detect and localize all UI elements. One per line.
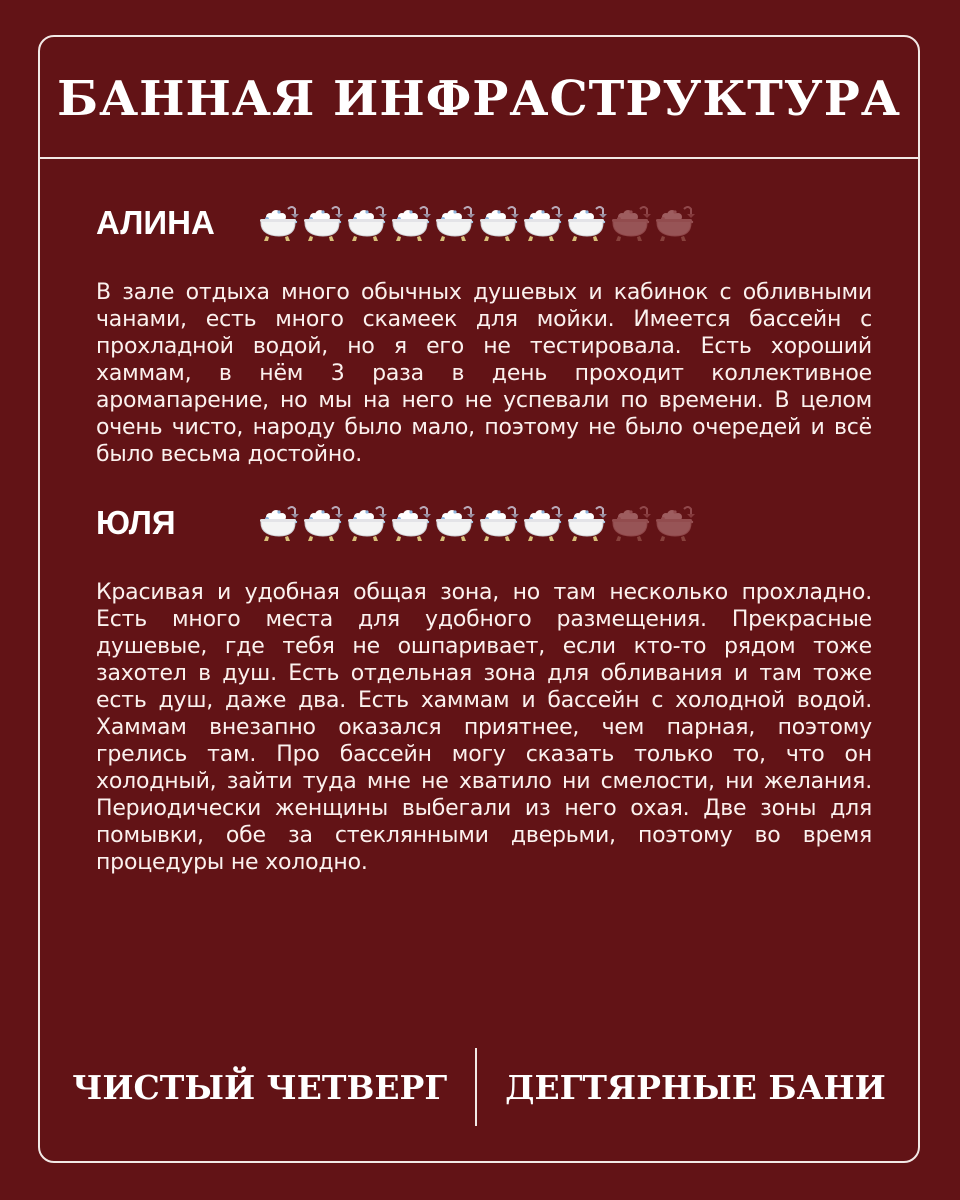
reviewer-name: АЛИНА [96, 204, 215, 241]
bathtub-icon [654, 503, 696, 543]
bathtub-icon [566, 503, 608, 543]
footer-brand-left: ЧИСТЫЙ ЧЕТВЕРГ [72, 1067, 448, 1107]
card-frame [38, 35, 920, 1163]
bathtub-icon [522, 503, 564, 543]
review-yulya [96, 495, 872, 876]
bathtub-icon [390, 203, 432, 243]
bathtub-icon [302, 503, 344, 543]
rating [258, 503, 696, 543]
bathtub-icon [346, 503, 388, 543]
bathtub-icon [434, 203, 476, 243]
bathtub-icon [258, 503, 300, 543]
bathtub-icon [346, 203, 388, 243]
bathtub-icon [610, 203, 652, 243]
bathtub-icon [566, 203, 608, 243]
review-header [96, 495, 872, 551]
footer [40, 1047, 918, 1127]
bathtub-icon [302, 203, 344, 243]
review-header [96, 195, 872, 251]
bathtub-icon [478, 503, 520, 543]
footer-divider [475, 1048, 477, 1126]
review-text: Красивая и удобная общая зона, но там несколько прохладно. Есть много места для удобного размещения. Прекрасные душевые, где тебя не ошпаривает, если кто-то рядом тоже захотел в душ. Есть отдельная зона для обливания и там тоже есть душ, даже два. Есть хаммам и бассейн с холодной водой. Хаммам внезапно оказался приятнее, чем парная, поэтому грелись там. Про бассейн могу сказать только то, что он холодный, зайти туда мне не хватило ни смелости, ни желания. Периодически женщины выбегали из него охая. Две зоны для помывки, обе за стеклянными дверьми, поэтому во время процедуры не холодно. [96, 580, 872, 875]
review-text: В зале отдыха много обычных душевых и кабинок с обливными чанами, есть много скамеек для мойки. Имеется бассейн с прохладной водой, но я его не тестировала. Есть хороший хаммам, в нём 3 раза в день проходит коллективное аромапарение, но мы на него не успевали по времени. В целом очень чисто, народу было мало, поэтому не было очередей и всё было весьма достойно. [96, 280, 872, 467]
bathtub-icon [434, 503, 476, 543]
header [40, 37, 918, 159]
rating [258, 203, 696, 243]
bathtub-icon [522, 203, 564, 243]
review-alina [96, 195, 872, 468]
bathtub-icon [258, 203, 300, 243]
page-title: БАННАЯ ИНФРАСТРУКТУРА [57, 71, 901, 127]
bathtub-icon [654, 203, 696, 243]
footer-brand-right: ДЕГТЯРНЫЕ БАНИ [505, 1067, 886, 1107]
reviewer-name: ЮЛЯ [96, 504, 176, 541]
bathtub-icon [390, 503, 432, 543]
bathtub-icon [610, 503, 652, 543]
bathtub-icon [478, 203, 520, 243]
